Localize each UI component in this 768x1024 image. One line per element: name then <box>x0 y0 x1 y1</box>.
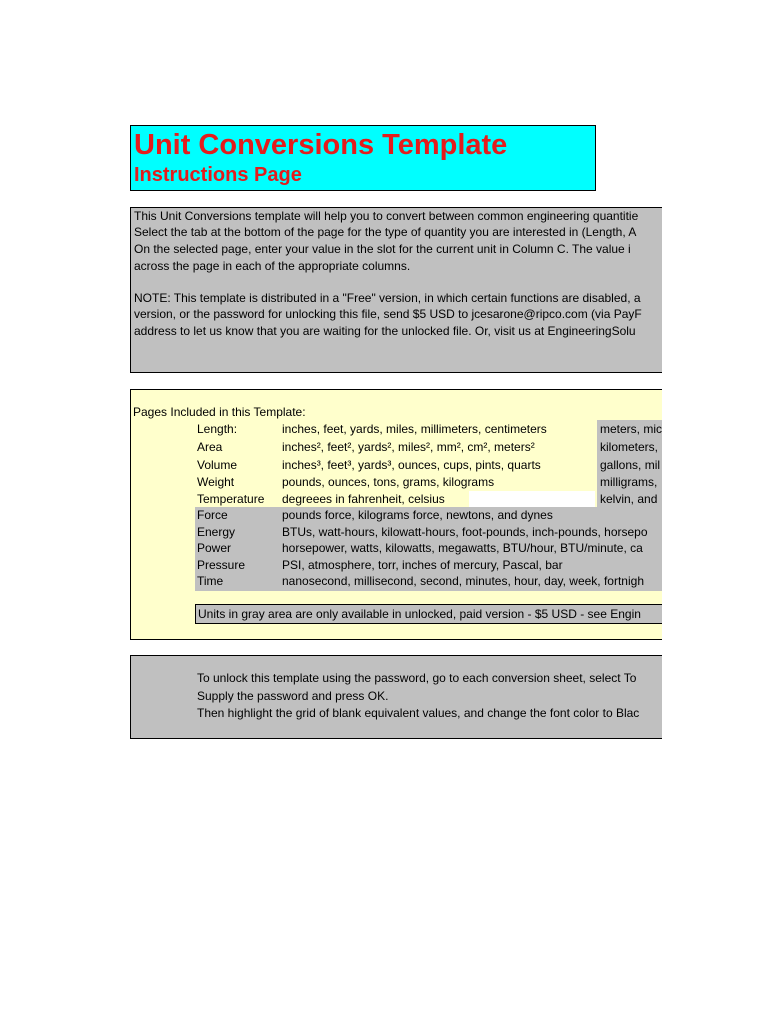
intro-note-line: version, or the password for unlocking this file, send $5 USD to jcesarone@ripco.com (via PayF <box>134 307 642 321</box>
category-label: Weight <box>197 475 235 489</box>
intro-note-line: address to let us know that you are waiting for the unlocked file. Or, visit us at EngineeringSolu <box>134 324 636 338</box>
category-units: horsepower, watts, kilowatts, megawatts, BTU/hour, BTU/minute, ca <box>282 541 643 555</box>
unlock-line: Then highlight the grid of blank equivalent values, and change the font color to Blac <box>197 706 640 720</box>
intro-note-line: NOTE: This template is distributed in a "Free" version, in which certain functions are disabled, a <box>134 291 641 305</box>
category-paid-units: gallons, mil <box>600 458 661 472</box>
category-label: Pressure <box>197 558 246 572</box>
category-paid-units: meters, mic <box>600 422 662 436</box>
intro-line: On the selected page, enter your value in the slot for the current unit in Column C. The value i <box>134 242 631 256</box>
category-units: PSI, atmosphere, torr, inches of mercury, Pascal, bar <box>282 558 563 572</box>
unlock-line: To unlock this template using the password, go to each conversion sheet, select To <box>197 671 637 685</box>
intro-line: Select the tab at the bottom of the page for the type of quantity you are interested in (Length, A <box>134 225 637 239</box>
category-units: inches, feet, yards, miles, millimeters, centimeters <box>282 422 547 436</box>
title-banner <box>130 125 596 191</box>
category-units: pounds force, kilograms force, newtons, and dynes <box>282 508 553 522</box>
paid-version-note <box>195 604 662 624</box>
unlock-section <box>130 655 662 739</box>
category-paid-units: kilometers, <box>600 440 659 454</box>
pages-section <box>130 389 662 640</box>
category-units: degreees in fahrenheit, celsius <box>282 492 445 506</box>
category-units: inches², feet², yards², miles², mm², cm², meters² <box>282 440 535 454</box>
category-label: Area <box>197 440 223 454</box>
intro-line: across the page in each of the appropriate columns. <box>134 259 411 273</box>
category-units: BTUs, watt-hours, kilowatt-hours, foot-pounds, inch-pounds, horsepo <box>282 525 648 539</box>
category-label: Time <box>197 574 224 588</box>
intro-section <box>130 207 662 373</box>
intro-line: This Unit Conversions template will help you to convert between common engineering quantitie <box>134 209 639 223</box>
category-units: inches³, feet³, yards³, ounces, cups, pints, quarts <box>282 458 541 472</box>
blank-cell <box>469 491 595 507</box>
pages-heading: Pages Included in this Template: <box>133 405 306 419</box>
category-units: nanosecond, millisecond, second, minutes, hour, day, week, fortnigh <box>282 574 644 588</box>
category-label: Energy <box>197 525 236 539</box>
page-title: Unit Conversions Template <box>134 129 508 161</box>
page-subtitle: Instructions Page <box>134 164 302 186</box>
unlock-line: Supply the password and press OK. <box>197 689 389 703</box>
category-units: pounds, ounces, tons, grams, kilograms <box>282 475 495 489</box>
category-label: Length: <box>197 422 238 436</box>
category-paid-units: milligrams, <box>600 475 658 489</box>
category-paid-units: kelvin, and <box>600 492 658 506</box>
category-label: Force <box>197 508 228 522</box>
category-label: Power <box>197 541 232 555</box>
category-label: Volume <box>197 458 238 472</box>
category-label: Temperature <box>197 492 265 506</box>
paid-version-note-text: Units in gray area are only available in unlocked, paid version - $5 USD - see Engin <box>198 607 641 621</box>
